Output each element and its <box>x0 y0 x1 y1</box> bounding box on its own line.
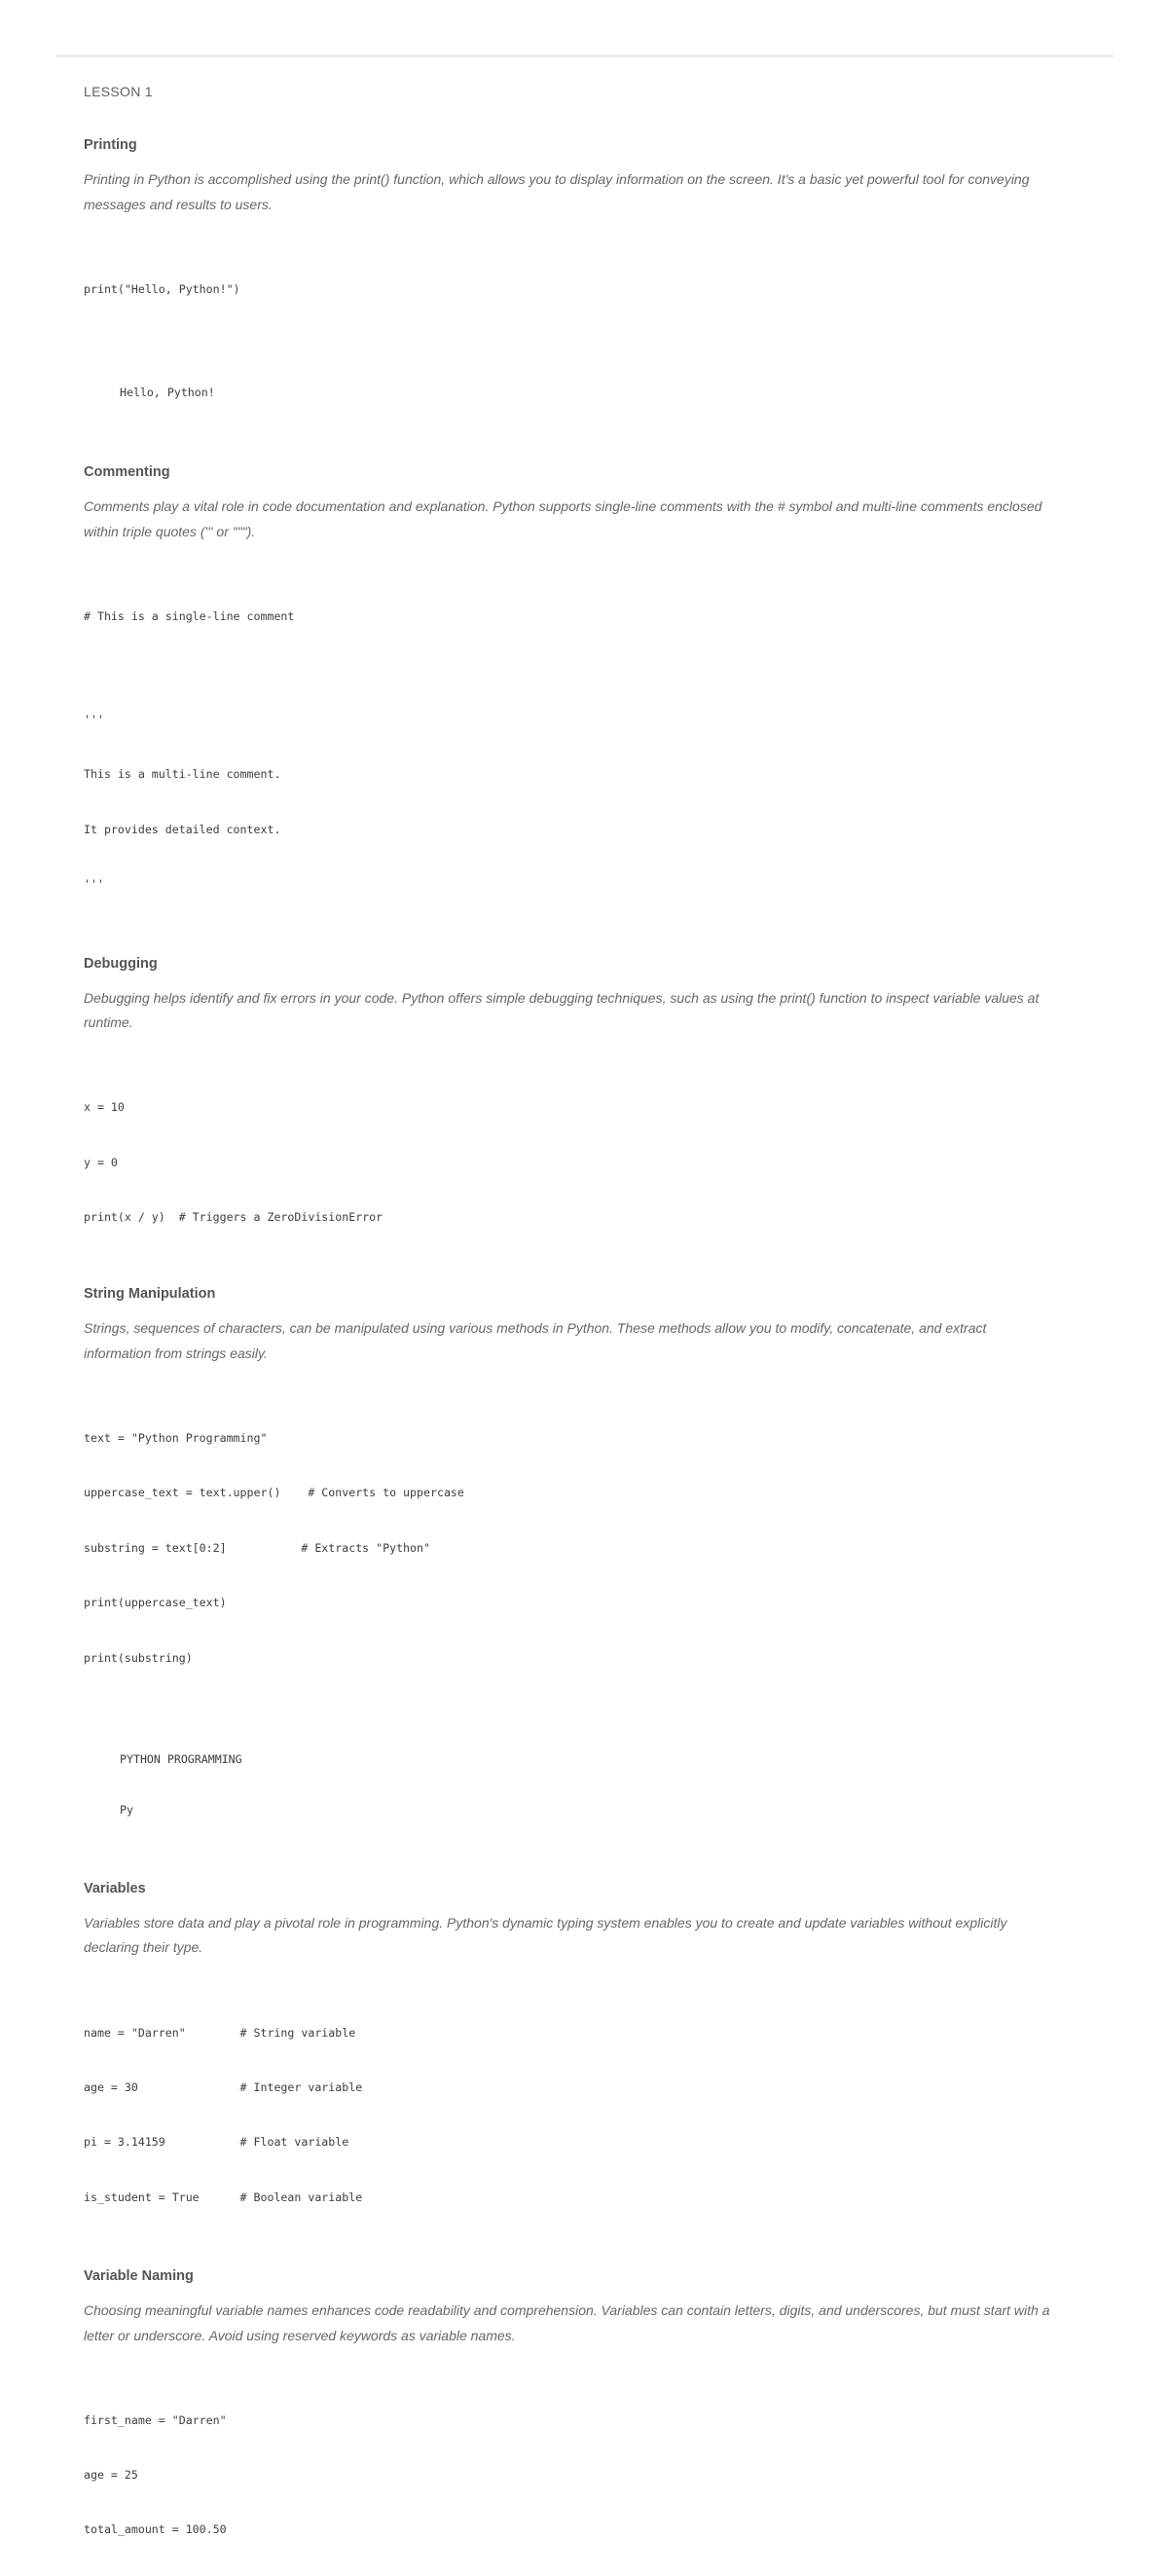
code-line: It provides detailed context. <box>84 822 281 836</box>
section-description: Strings, sequences of characters, can be manipulated using various methods in Python. These methods allow you to modify, concatenate, and extract information from strings easily. <box>84 1320 987 1361</box>
code-line: print("Hello, Python!") <box>84 281 240 296</box>
code-line: ''' <box>84 877 104 892</box>
section-title: Debugging <box>84 955 158 972</box>
code-line: is_student = True # Boolean variable <box>84 2190 363 2204</box>
code-block <box>84 1987 1057 2243</box>
code-block <box>84 2374 1057 2576</box>
section-printing <box>84 135 1057 435</box>
lesson-label: LESSON 1 <box>84 84 153 99</box>
top-divider <box>55 55 1113 57</box>
section-description: Comments play a vital role in code documentation and explanation. Python supports single-line comments with the # symbol and multi-line comments enclosed within triple quotes (''' or """). <box>84 498 1042 539</box>
output-block <box>84 1717 1057 1854</box>
section-debugging <box>84 954 1057 1264</box>
output-line: Hello, Python! <box>120 385 215 399</box>
code-line: # This is a single-line comment <box>84 609 295 624</box>
section-title: Variables <box>84 1880 146 1896</box>
section-title: String Manipulation <box>84 1286 216 1303</box>
code-line: first_name = "Darren" <box>84 2412 227 2427</box>
output-line: PYTHON PROGRAMMING <box>120 1751 242 1766</box>
code-line: name = "Darren" # String variable <box>84 2025 356 2040</box>
code-block <box>84 243 1057 335</box>
code-block <box>84 570 1057 930</box>
section-description: Debugging helps identify and fix errors in your code. Python offers simple debugging techniques, such as using the print() function to inspect variable values at runtime. <box>84 989 1040 1031</box>
code-line: print(uppercase_text) <box>84 1596 227 1610</box>
section-title: Variable Naming <box>84 2268 194 2285</box>
code-line: x = 10 <box>84 1100 125 1115</box>
section-title: Printing <box>84 137 137 153</box>
section-description: Variables store data and play a pivotal role in programming. Python's dynamic typing system enables you to create and update variables without explicitly declaring their type. <box>84 1914 1007 1956</box>
code-line: uppercase_text = text.upper() # Converts to uppercase <box>84 1486 464 1500</box>
section-description: Choosing meaningful variable names enhances code readability and comprehension. Variables can contain letters, digits, and underscores, but must start with a letter or underscore. Avoid using reserved keywords as variable names. <box>84 2302 1050 2343</box>
section-description: Printing in Python is accomplished using the print() function, which allows you to display information on the screen. It's a basic yet powerful tool for conveying messages and results to users. <box>84 171 1030 212</box>
output-block <box>84 350 1057 436</box>
section-string-manipulation <box>84 1284 1057 1854</box>
lesson-content <box>84 82 1057 2576</box>
output-line: Py <box>120 1803 133 1818</box>
code-line: substring = text[0:2] # Extracts "Python" <box>84 1540 430 1555</box>
code-line: text = "Python Programming" <box>84 1430 268 1445</box>
code-block <box>84 1392 1057 1704</box>
section-variable-naming <box>84 2266 1057 2576</box>
code-line: pi = 3.14159 # Float variable <box>84 2135 349 2150</box>
code-block <box>84 1062 1057 1264</box>
code-line: age = 30 # Integer variable <box>84 2079 363 2094</box>
section-commenting <box>84 462 1057 930</box>
code-line: print(x / y) # Triggers a ZeroDivisionError <box>84 1210 383 1224</box>
code-line: ''' <box>84 713 104 727</box>
code-line: This is a multi-line comment. <box>84 767 281 782</box>
section-title: Commenting <box>84 464 170 481</box>
code-line: y = 0 <box>84 1155 118 1169</box>
code-line: total_amount = 100.50 <box>84 2522 227 2537</box>
code-line-blank <box>84 662 1057 674</box>
code-line: print(substring) <box>84 1650 193 1665</box>
code-line: age = 25 <box>84 2468 138 2483</box>
section-variables <box>84 1879 1057 2243</box>
